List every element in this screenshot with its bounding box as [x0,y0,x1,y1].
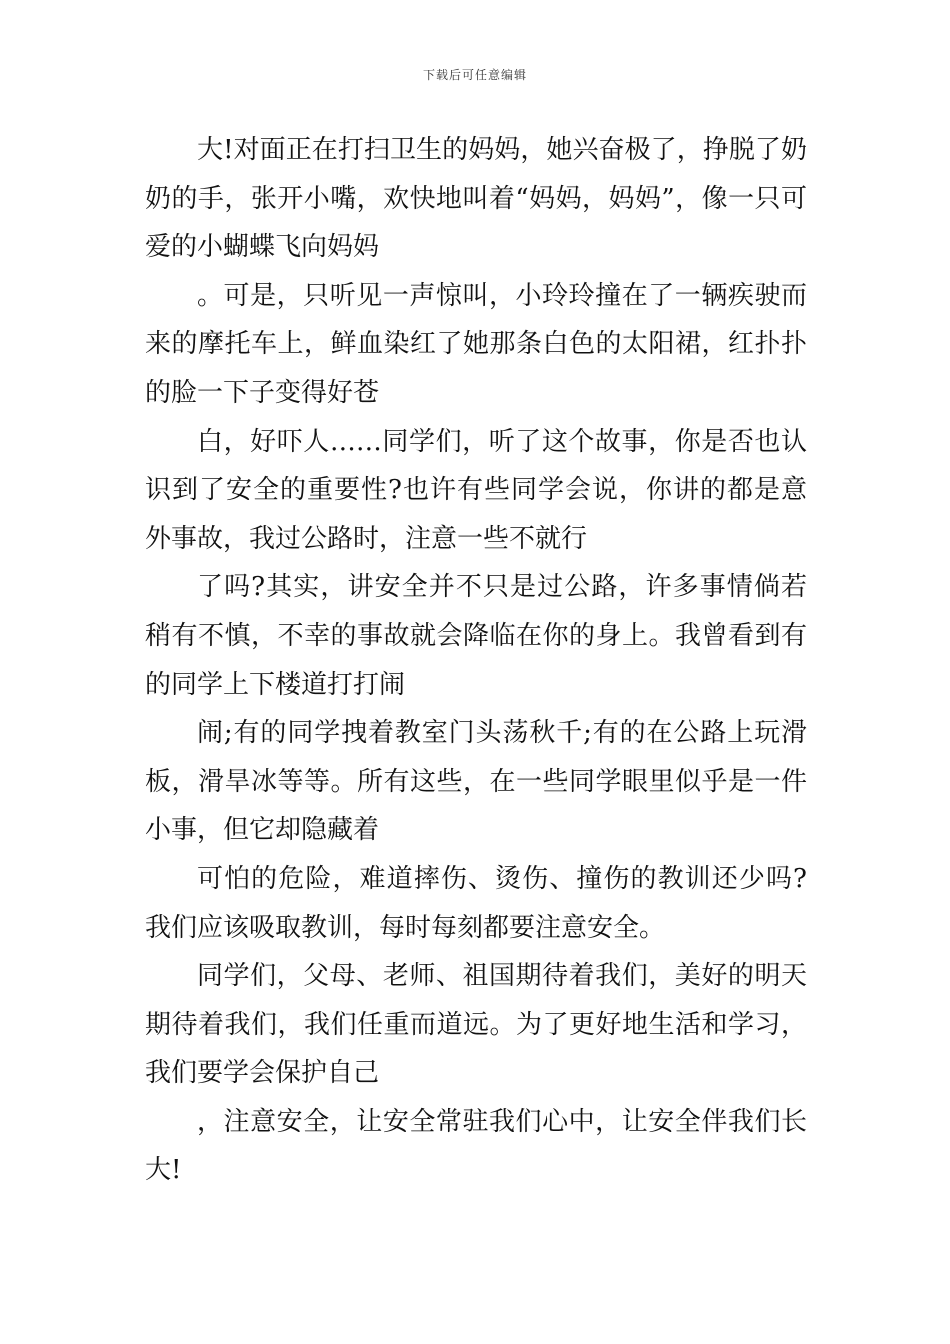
paragraph-1: 大!对面正在打扫卫生的妈妈，她兴奋极了，挣脱了奶奶的手，张开小嘴，欢快地叫着“妈妈，妈妈”，像一只可爱的小蝴蝶飞向妈妈 [145,135,807,263]
document-body [145,126,807,1195]
page-header: 下载后可任意编辑 [422,68,527,82]
paragraph-3: 白，好吓人……同学们，听了这个故事，你是否也认识到了安全的重要性?也许有些同学会说，你讲的都是意外事故，我过公路时，注意一些不就行 [145,426,807,554]
paragraph-5: 闹;有的同学拽着教室门头荡秋千;有的在公路上玩滑板，滑旱冰等等。所有这些，在一些同学眼里似乎是一件小事，但它却隐藏着 [145,718,807,846]
paragraph-7: 同学们，父母、老师、祖国期待着我们，美好的明天期待着我们，我们任重而道远。为了更好地生活和学习，我们要学会保护自己 [145,961,807,1089]
paragraph-4: 了吗?其实，讲安全并不只是过公路，许多事情倘若稍有不慎，不幸的事故就会降临在你的身上。我曾看到有的同学上下楼道打打闹 [145,572,807,700]
paragraph-8: ，注意安全，让安全常驻我们心中，让安全伴我们长大! [145,1106,807,1186]
paragraph-2: 。可是，只听见一声惊叫，小玲玲撞在了一辆疾驶而来的摩托车上，鲜血染红了她那条白色的太阳裙，红扑扑的脸一下子变得好苍 [145,280,807,408]
paragraph-6: 可怕的危险，难道摔伤、烫伤、撞伤的教训还少吗?我们应该吸取教训，每时每刻都要注意安全。 [145,863,807,943]
